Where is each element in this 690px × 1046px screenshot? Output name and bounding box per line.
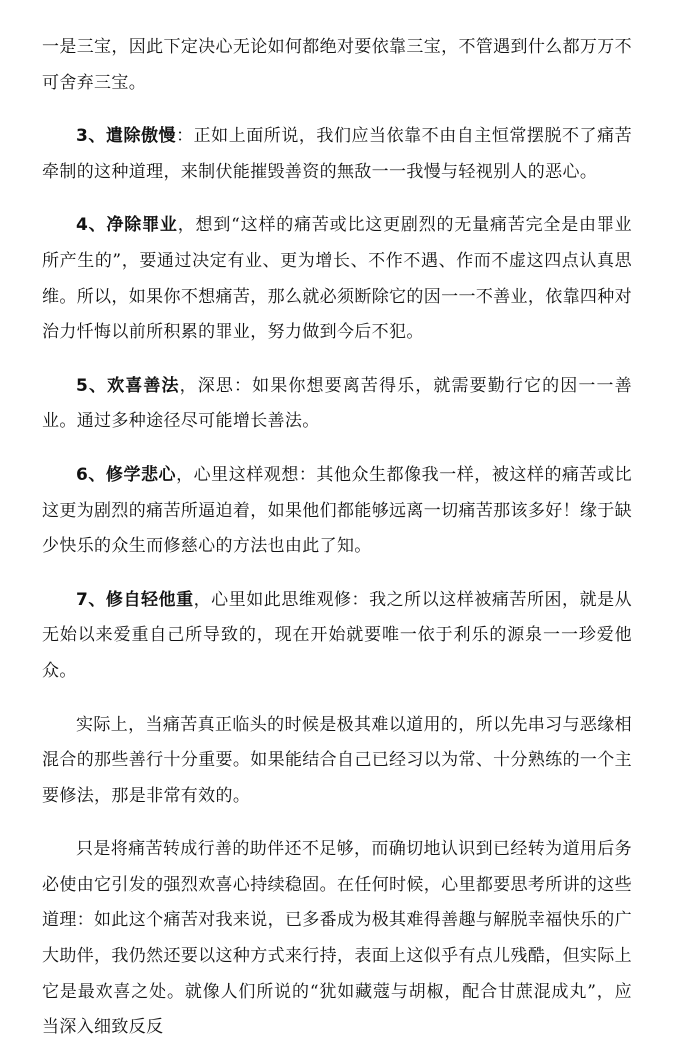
- point-number: 4、: [76, 215, 107, 236]
- paragraph-text: 一是三宝，因此下定决心无论如何都绝对要依靠三宝，不管遇到什么都万万不可舍弃三宝。: [42, 37, 632, 93]
- paragraph-point-6: [42, 458, 632, 565]
- paragraph-text: 只是将痛苦转成行善的助伴还不足够，而确切地认识到已经转为道用后务必使由它引发的强烈欢喜心持续稳固。在任何时候，心里都要思考所讲的这些道理：如此这个痛苦对我来说，已多番成为极其难得善趣与解脱幸福快乐的广大助伴，我仍然还要以这种方式来行持，表面上这似乎有点儿残酷，但实际上它是最欢喜之处。就像人们所说的“犹如藏蔻与胡椒，配合甘蔗混成丸”，应当深入细致反反: [42, 839, 632, 1038]
- paragraph-text: ：正如上面所说，我们应当依靠不由自主恒常摆脱不了痛苦牵制的这种道理，来制伏能摧毁善资的無敌一一我慢与轻视别人的恶心。: [42, 126, 632, 182]
- paragraph-joy-note: [42, 832, 632, 1046]
- point-heading: 遣除傲慢: [105, 126, 177, 147]
- paragraph-text: 实际上，当痛苦真正临头的时候是极其难以道用的，所以先串习与恶缘相混合的那些善行十分重要。如果能结合自己已经习以为常、十分熟练的一个主要修法，那是非常有效的。: [42, 714, 632, 806]
- paragraph-point-7: [42, 583, 632, 690]
- paragraph-point-4: [42, 208, 632, 350]
- paragraph-point-3: [42, 119, 632, 190]
- point-heading: 欢喜善法: [107, 375, 180, 396]
- paragraph-practice-note: [42, 708, 632, 815]
- point-number: 6、: [76, 464, 106, 485]
- paragraph-refuge-continuation: [42, 30, 632, 101]
- point-heading: 修自轻他重: [105, 589, 194, 610]
- paragraph-text: ，心里这样观想：其他众生都像我一样，被这样的痛苦或比这更为剧烈的痛苦所逼迫着，如果他们都能够远离一切痛苦那该多好！缘于缺少快乐的众生而修慈心的方法也由此了知。: [42, 464, 632, 557]
- paragraph-point-5: [42, 369, 632, 440]
- paragraph-text: ，心里如此思维观修：我之所以这样被痛苦所困，就是从无始以来爱重自己所导致的，现在开始就要唯一依于利乐的源泉一一珍爱他众。: [42, 589, 633, 681]
- point-heading: 净除罪业: [106, 215, 178, 236]
- point-number: 3、: [76, 126, 106, 147]
- point-number: 7、: [76, 589, 106, 610]
- point-number: 5、: [76, 375, 108, 396]
- paragraph-text: ，深思：如果你想要离苦得乐，就需要勤行它的因一一善业。通过多种途径尽可能增长善法。: [42, 375, 633, 432]
- paragraph-text: ，想到“这样的痛苦或比这更剧烈的无量痛苦完全是由罪业所产生的”，要通过决定有业、更为增长、不作不遇、作而不虚这四点认真思维。所以，如果你不想痛苦，那么就必须断除它的因一一不善业，依靠四种对治力忏悔以前所积累的罪业，努力做到今后不犯。: [42, 215, 632, 343]
- point-heading: 修学悲心: [105, 464, 177, 485]
